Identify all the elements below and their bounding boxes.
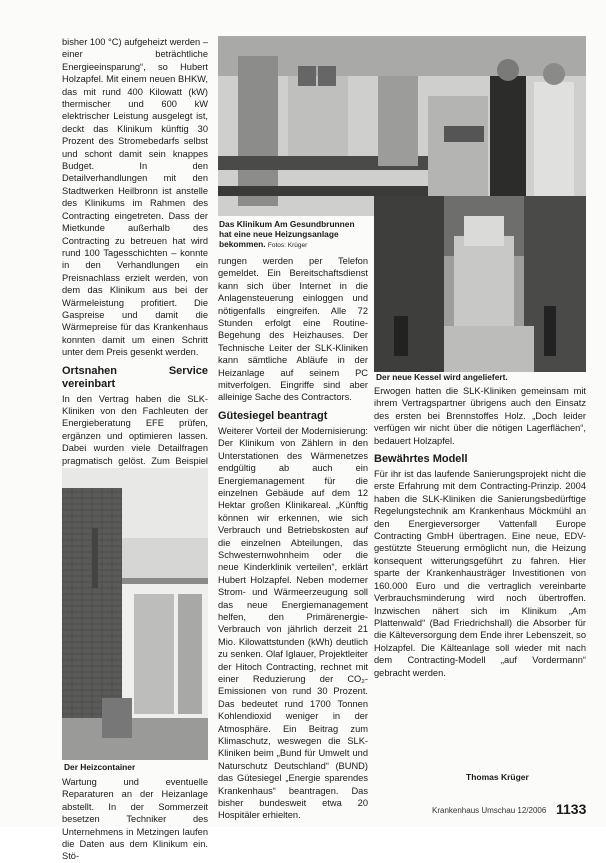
author-signature: Thomas Krüger bbox=[466, 772, 529, 782]
col1-top-text: bisher 100 °C) aufgeheizt werden – einer beträchtliche Energieeinsparung“, so Hubert Holzapfel. Mit einem neuen BHKW, das mit rund 400 Kilowatt (kW) thermischer und 600 kW elektrischer Leistung ausgelegt ist, deckt das Klinikum künftig 30 Prozent des Stromebedarfs selbst und schont damit sein knappes Budget. In den Detailverhandlungen mit den Stadtwerken Heilbronn ist anstelle des Klinikums im Rahmen des Contracting eingetreten. Dass der Mietkunde außerhalb des Contracting zu betreuen hat wird rund 100 Tagesschichten – konnte in den Verhandlungen ein Preisnachlass erzielt werden, von dem das Klinikum aus bei der Wärmeleistung profitiert. Die Gaspreise und damit die Wärmepreise für das Krankenhaus konnten damit um einen Schritt unter dem Preis gesenkt werden. bbox=[62, 37, 208, 358]
col3-body-text: Für ihr ist das laufende Sanierungsprojekt nicht die erste Erfahrung mit dem Contracting-Prinzip. 2004 haben die SLK-Kliniken die Sanierungsbedürftige Regelungstechnik am Krankenhaus Möckmühl an den Energieversorger Vattenfall Europe Contracting GmbH übertragen. Eine neue, EDV-gestützte Steuerung ermöglicht nun, die Heizung konsequent witterungsgeführt zu fahren. Hier sparte der Krankenhausträger Investitionen von 160.000 Euro und die vertraglich vereinbarte Verbrauchsminderung wird noch übertroffen. Inzwischen nähert sich im Klinikum „Am Plattenwald“ (Bad Friedrichshall) die Absorber für die Kälteversorgung dem Ende ihrer Lebenszeit, so Holzapfel. Die Kälteanlage soll wieder mit nach dem Contracting-Modell „auf Vordermann“ gebracht werden. bbox=[374, 469, 586, 678]
caption-heating-plant bbox=[219, 219, 369, 251]
caption-heating-container: Der Heizcontainer bbox=[64, 762, 136, 772]
col1-bottom-text: Wartung und eventuelle Reparaturen an der Heizanlage abstellt. In der Sommerzeit besetzen Techniker des Unternehmens in Metzingen laufen die Daten aus dem Klinikum ein. Stö- bbox=[62, 777, 208, 862]
col3-top-text: Erwogen hatten die SLK-Kliniken gemeinsam mit ihrem Vertragspartner übrigens auch den Einsatz des ersten bei Brennstoffes Holz. „Doch leider verfügen wir nicht über die nötigen Lagerflächen“, bedauert Holzapfel. bbox=[374, 386, 586, 446]
caption-heating-plant-text: Das Klinikum Am Gesundbrunnen hat eine neue Heizungsanlage bekommen. bbox=[219, 219, 355, 249]
photo-credit: Fotos: Krüger bbox=[267, 242, 308, 249]
heating-container-image bbox=[62, 468, 208, 760]
column-1-bottom bbox=[62, 776, 208, 863]
col1-mid-text: In den Vertrag haben die SLK-Kliniken von den Fachleuten der Energieberatung EFE prüfen, ergänzen und optimieren lassen. Dabei wurden viele Detailfragen pragmatisch gelöst. Zum Beispiel bbox=[62, 393, 208, 466]
col2-body-text: Weiterer Vorteil der Modernisierung: Der Klinikum von Zählern in den Unterstationen des Wärmenetzes endgültig ab auch ein Energiemanagement für die einzelnen Gebäude auf dem 12 Hektar großen Klinikareal. „Künftig können wir erkennen, wie sich Verbrauch und Betriebskosten auf die einzelnen Abteilungen, das Schwesternwohnheim oder die neue Kinderklinik verteilen“, erklärt Hubert Holzapfel. Neben moderner Strom- und Wärmeerzeugung soll das neue Energiemanagement helfen, den Primärenergie-Verbrauch von jährlich derzeit 21 Mio. Kilowattstunden (kWh) deutlich zu senken. Olaf Iglauer, Projektleiter der Hitoch Contracting, rechnet mit einer Reduzierung der CO₂-Emissionen von rund 30 Prozent. Das bedeutet rund 1700 Tonnen Kohlendioxid weniger in der Atmosphäre. Ein Beitrag zum Klimaschutz, weswegen die SLK-Kliniken beim „Bund für Umwelt und Naturschutz Deutschland“ (BUND) das Gütesiegel „Energie sparendes Krankenhaus“ beantragen. Das bisher bundesweit etwa 20 Hospitäler erhielten. bbox=[218, 425, 368, 821]
col2-top-text: rungen werden per Telefon gemeldet. Ein Bereitschaftsdienst kann sich über Internet in die Anlagensteuerung einloggen und nötigenfalls eingreifen. Alle 72 Stunden erfolgt eine Routine-Begehung des Heizhauses. Der Technische Leiter der SLK-Kliniken kann sämtliche Abläufe in der Heizanlage auf seinem PC mitverfolgen. Eingriffe sind aber alleinige Sache des Contractors. bbox=[218, 256, 368, 403]
column-3 bbox=[374, 385, 586, 679]
photo-heating-plant bbox=[218, 36, 586, 216]
col1-heading: Ortsnahen Service vereinbart bbox=[62, 364, 208, 390]
page-number: 1133 bbox=[556, 801, 587, 817]
col3-heading: Bewährtes Modell bbox=[374, 453, 468, 466]
caption-boiler-delivery: Der neue Kessel wird angeliefert. bbox=[376, 372, 508, 382]
column-2 bbox=[218, 255, 368, 822]
heating-plant-image bbox=[218, 36, 586, 216]
photo-boiler-delivery bbox=[374, 196, 586, 372]
col2-heading: Gütesiegel beantragt bbox=[218, 409, 328, 422]
photo-heating-container bbox=[62, 468, 208, 760]
boiler-delivery-image bbox=[374, 196, 586, 372]
page-footer: Krankenhaus Umschau 12/2006 bbox=[432, 806, 547, 815]
